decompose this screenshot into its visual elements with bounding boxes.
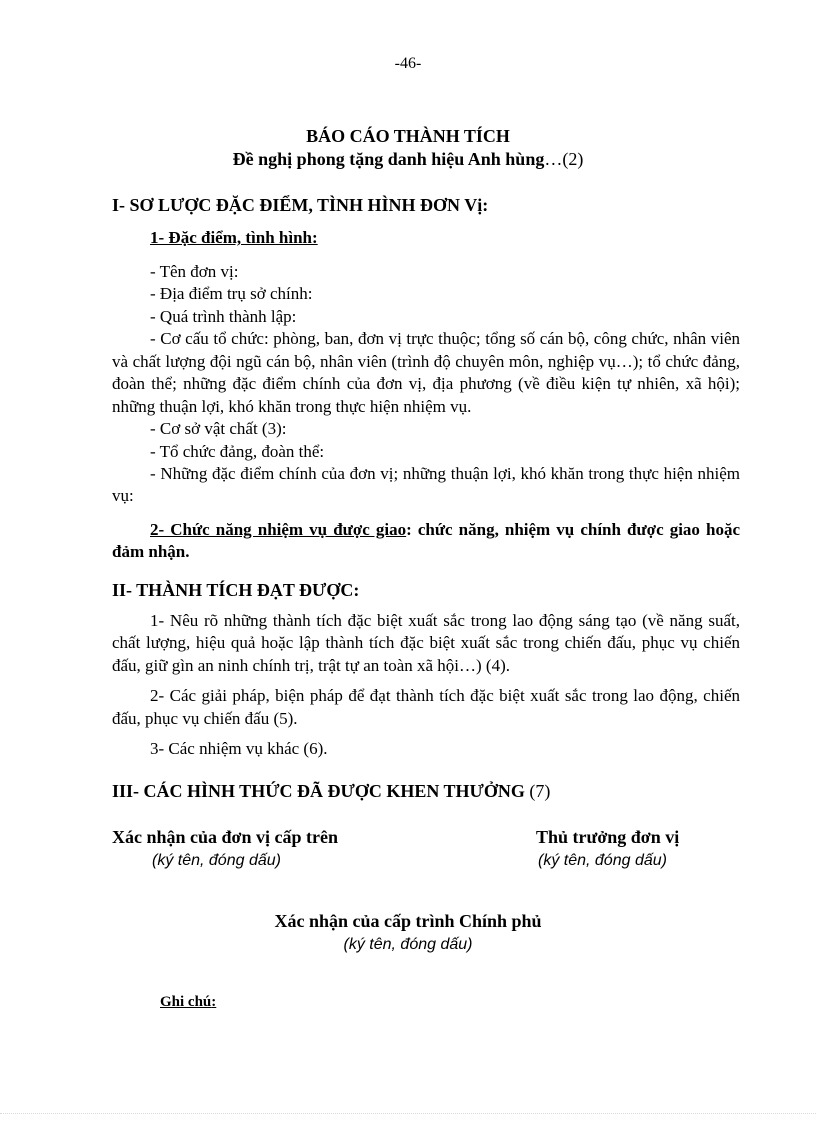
list-item: - Những đặc điểm chính của đơn vị; những thuận lợi, khó khăn trong thực hiện nhiệm vụ: bbox=[112, 463, 740, 506]
report-subtitle bbox=[0, 148, 816, 172]
list-item: 2- Các giải pháp, biện pháp để đạt thành tích đặc biệt xuất sắc trong lao động, chiến đấu, phục vụ chiến đấu (5). bbox=[112, 686, 740, 728]
section-1-items bbox=[112, 261, 740, 508]
sub2-heading: 2- Chức năng nhiệm vụ được giao bbox=[150, 520, 407, 539]
list-item: 3- Các nhiệm vụ khác (6). bbox=[150, 739, 328, 759]
subtitle-main: Đề nghị phong tặng danh hiệu Anh hùng bbox=[232, 149, 545, 169]
section-1-sub1-heading: 1- Đặc điểm, tình hình: bbox=[150, 228, 318, 247]
section-2-heading: II- THÀNH TÍCH ĐẠT ĐƯỢC: bbox=[112, 580, 360, 600]
signature-government bbox=[0, 910, 816, 955]
list-item: - Tổ chức đảng, đoàn thể: bbox=[150, 441, 325, 461]
superior-confirm-title: Xác nhận của đơn vị cấp trên bbox=[112, 827, 338, 847]
head-sign-note: (ký tên, đóng dấu) bbox=[538, 851, 667, 869]
superior-sign-note: (ký tên, đóng dấu) bbox=[152, 851, 281, 869]
list-item: - Tên đơn vị: bbox=[150, 262, 239, 281]
section-1-sub2 bbox=[112, 519, 740, 564]
gov-confirm-title: Xác nhận của cấp trình Chính phủ bbox=[274, 911, 542, 931]
list-item: - Quá trình thành lập: bbox=[150, 306, 297, 326]
note-colon: : bbox=[211, 994, 217, 1010]
signature-superior bbox=[112, 826, 338, 871]
gov-sign-note: (ký tên, đóng dấu) bbox=[343, 935, 473, 953]
list-item: 1- Nêu rõ những thành tích đặc biệt xuất sắc trong lao động sáng tạo (về năng suất, chất lượng, hiệu quả hoặc lập thành tích đặc biệt xuất sắc trong chiến đấu, phục vụ chiến đấu, giữ gìn an ninh chính trị, trật tự an toàn xã hội…) (4). bbox=[112, 611, 740, 675]
list-item: - Cơ sở vật chất (3): bbox=[150, 419, 287, 439]
note-text: Ghi chú bbox=[160, 994, 212, 1010]
head-title: Thủ trưởng đơn vị bbox=[536, 827, 680, 847]
signature-head bbox=[536, 826, 679, 871]
section-3-title: III- CÁC HÌNH THỨC ĐÃ ĐƯỢC KHEN THƯỞNG bbox=[112, 781, 525, 801]
section-3-heading bbox=[112, 780, 550, 804]
list-item: - Cơ cấu tổ chức: phòng, ban, đơn vị trực thuộc; tổng số cán bộ, công chức, nhân viên và chất lượng đội ngũ cán bộ, nhân viên (trình độ chuyên môn, nghiệp vụ…); tổ chức đảng, đoàn thể; những đặc điểm chính của đơn vị, địa phương (về điều kiện tự nhiên, xã hội); những thuận lợi, khó khăn trong thực hiện nhiệm vụ. bbox=[112, 329, 740, 416]
subtitle-ref: …(2) bbox=[544, 149, 584, 169]
section-2-items bbox=[112, 610, 740, 761]
page-number: -46- bbox=[394, 55, 422, 72]
list-item: - Địa điểm trụ sở chính: bbox=[150, 284, 313, 304]
sub2-text: : chức năng, nhiệm vụ chính được giao hoặc đảm nhận. bbox=[112, 520, 740, 562]
section-1-heading: I- SƠ LƯỢC ĐẶC ĐIỂM, TÌNH HÌNH ĐƠN Vị: bbox=[112, 195, 489, 215]
report-title: BÁO CÁO THÀNH TÍCH bbox=[306, 126, 510, 146]
footer-divider bbox=[0, 1113, 816, 1114]
note-label bbox=[160, 993, 216, 1013]
section-3-ref: (7) bbox=[524, 781, 551, 801]
